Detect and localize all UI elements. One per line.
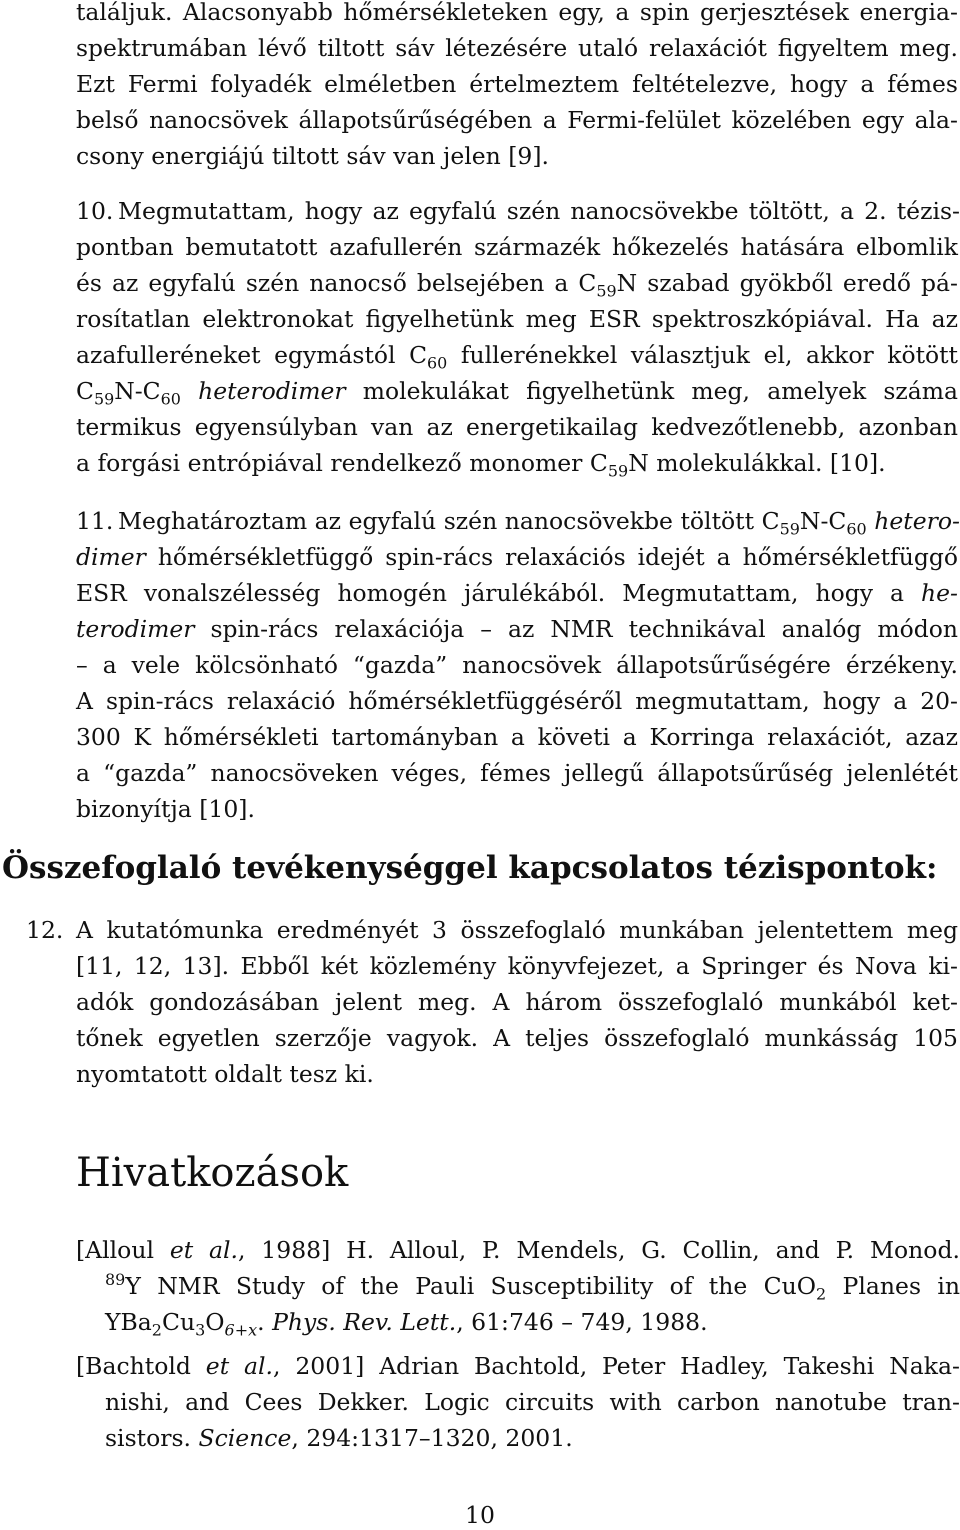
text-line: a forgási entrópiával rendelkező monomer $C_{59}N$ molekulákkal. [10]. bbox=[76, 449, 886, 481]
text-line: 300 K hőmérsékleti tartományban a követi a Korringa relaxációt, azaz bbox=[76, 723, 958, 751]
text-line: [11, 12, 13]. Ebből két közlemény könyvfejezet, a Springer és Nova ki- bbox=[76, 952, 958, 980]
section-heading: Összefoglaló tevékenységgel kapcsolatos tézispontok: bbox=[2, 850, 938, 886]
references-heading: Hivatkozások bbox=[76, 1150, 349, 1196]
text-line: belső nanocsövek állapotsűrűségében a Fermi-felület közelében egy ala- bbox=[76, 106, 958, 134]
text-line: $C_{59}N-C_{60}$ heterodimer molekulákat figyelhetünk meg, amelyek száma bbox=[76, 377, 958, 409]
text-line: tőnek egyetlen szerzője vagyok. A teljes összefoglaló munkásság 105 bbox=[76, 1024, 958, 1052]
text-line: A kutatómunka eredményét 3 összefoglaló munkában jelentettem meg bbox=[76, 916, 958, 944]
text-line: Ezt Fermi folyadék elméletben értelmeztem feltételezve, hogy a fémes bbox=[76, 70, 958, 98]
text-line: A spin-rács relaxáció hőmérsékletfüggéséről megmutattam, hogy a 20- bbox=[76, 687, 958, 715]
text-line: spektrumában lévő tiltott sáv létezésére utaló relaxációt figyeltem meg. bbox=[76, 34, 958, 62]
reference-entry: [Bachtold et al., 2001] Adrian Bachtold, Peter Hadley, Takeshi Naka- bbox=[76, 1352, 960, 1380]
page-number: 10 bbox=[465, 1501, 495, 1529]
text-line: dimer hőmérsékletfüggő spin-rács relaxációs idejét a hőmérsékletfüggő bbox=[76, 543, 958, 571]
text-line: csony energiájú tiltott sáv van jelen [9]. bbox=[76, 142, 550, 170]
reference-entry: [Alloul et al., 1988] H. Alloul, P. Mendels, G. Collin, and P. Monod. bbox=[76, 1236, 960, 1264]
item-number: 11. bbox=[76, 507, 114, 535]
text-line: Meghatároztam az egyfalú szén nanocsövekbe töltött $C_{59}N-C_{60}$ hetero- bbox=[118, 507, 960, 539]
text-line: és az egyfalú szén nanocső belsejében a $C_{59}N$ szabad gyökből eredő pá- bbox=[76, 269, 958, 301]
reference-entry-line: $^{89}$Y NMR Study of the Pauli Susceptibility of the CuO$_2$ Planes in bbox=[105, 1270, 960, 1304]
text-line: bizonyítja [10]. bbox=[76, 795, 255, 823]
item-number: 10. bbox=[76, 197, 114, 225]
text-line: ESR vonalszélesség homogén járulékából. Megmutattam, hogy a he- bbox=[76, 579, 958, 607]
text-line: termikus egyensúlyban van az energetikailag kedvezőtlenebb, azonban bbox=[76, 413, 958, 441]
text-line: adók gondozásában jelent meg. A három összefoglaló munkából ket- bbox=[76, 988, 958, 1016]
text-line: találjuk. Alacsonyabb hőmérsékleteken egy, a spin gerjesztések energia- bbox=[76, 0, 958, 26]
text-line: terodimer spin-rács relaxációja – az NMR technikával analóg módon bbox=[76, 615, 958, 643]
reference-entry-line: sistors. Science, 294:1317–1320, 2001. bbox=[105, 1424, 573, 1452]
text-line: pontban bemutatott azafullerén származék hőkezelés hatására elbomlik bbox=[76, 233, 958, 261]
text-line: a “gazda” nanocsöveken véges, fémes jellegű állapotsűrűség jelenlétét bbox=[76, 759, 958, 787]
text-line: rosítatlan elektronokat figyelhetünk meg ESR spektroszkópiával. Ha az bbox=[76, 305, 958, 333]
text-line: azafulleréneket egymástól $C_{60}$ fullerénekkel választjuk el, akkor kötött bbox=[76, 341, 958, 373]
text-line: – a vele kölcsönható “gazda” nanocsövek állapotsűrűségére érzékeny. bbox=[76, 651, 958, 679]
reference-entry-line: nishi, and Cees Dekker. Logic circuits with carbon nanotube tran- bbox=[105, 1388, 960, 1416]
item-number: 12. bbox=[26, 916, 64, 944]
reference-entry-line: $YBa_2Cu_3O_{6+x}$. Phys. Rev. Lett., 61:746 – 749, 1988. bbox=[105, 1308, 708, 1340]
text-line: Megmutattam, hogy az egyfalú szén nanocsövekbe töltött, a 2. tézis- bbox=[118, 197, 960, 225]
text-line: nyomtatott oldalt tesz ki. bbox=[76, 1060, 374, 1088]
